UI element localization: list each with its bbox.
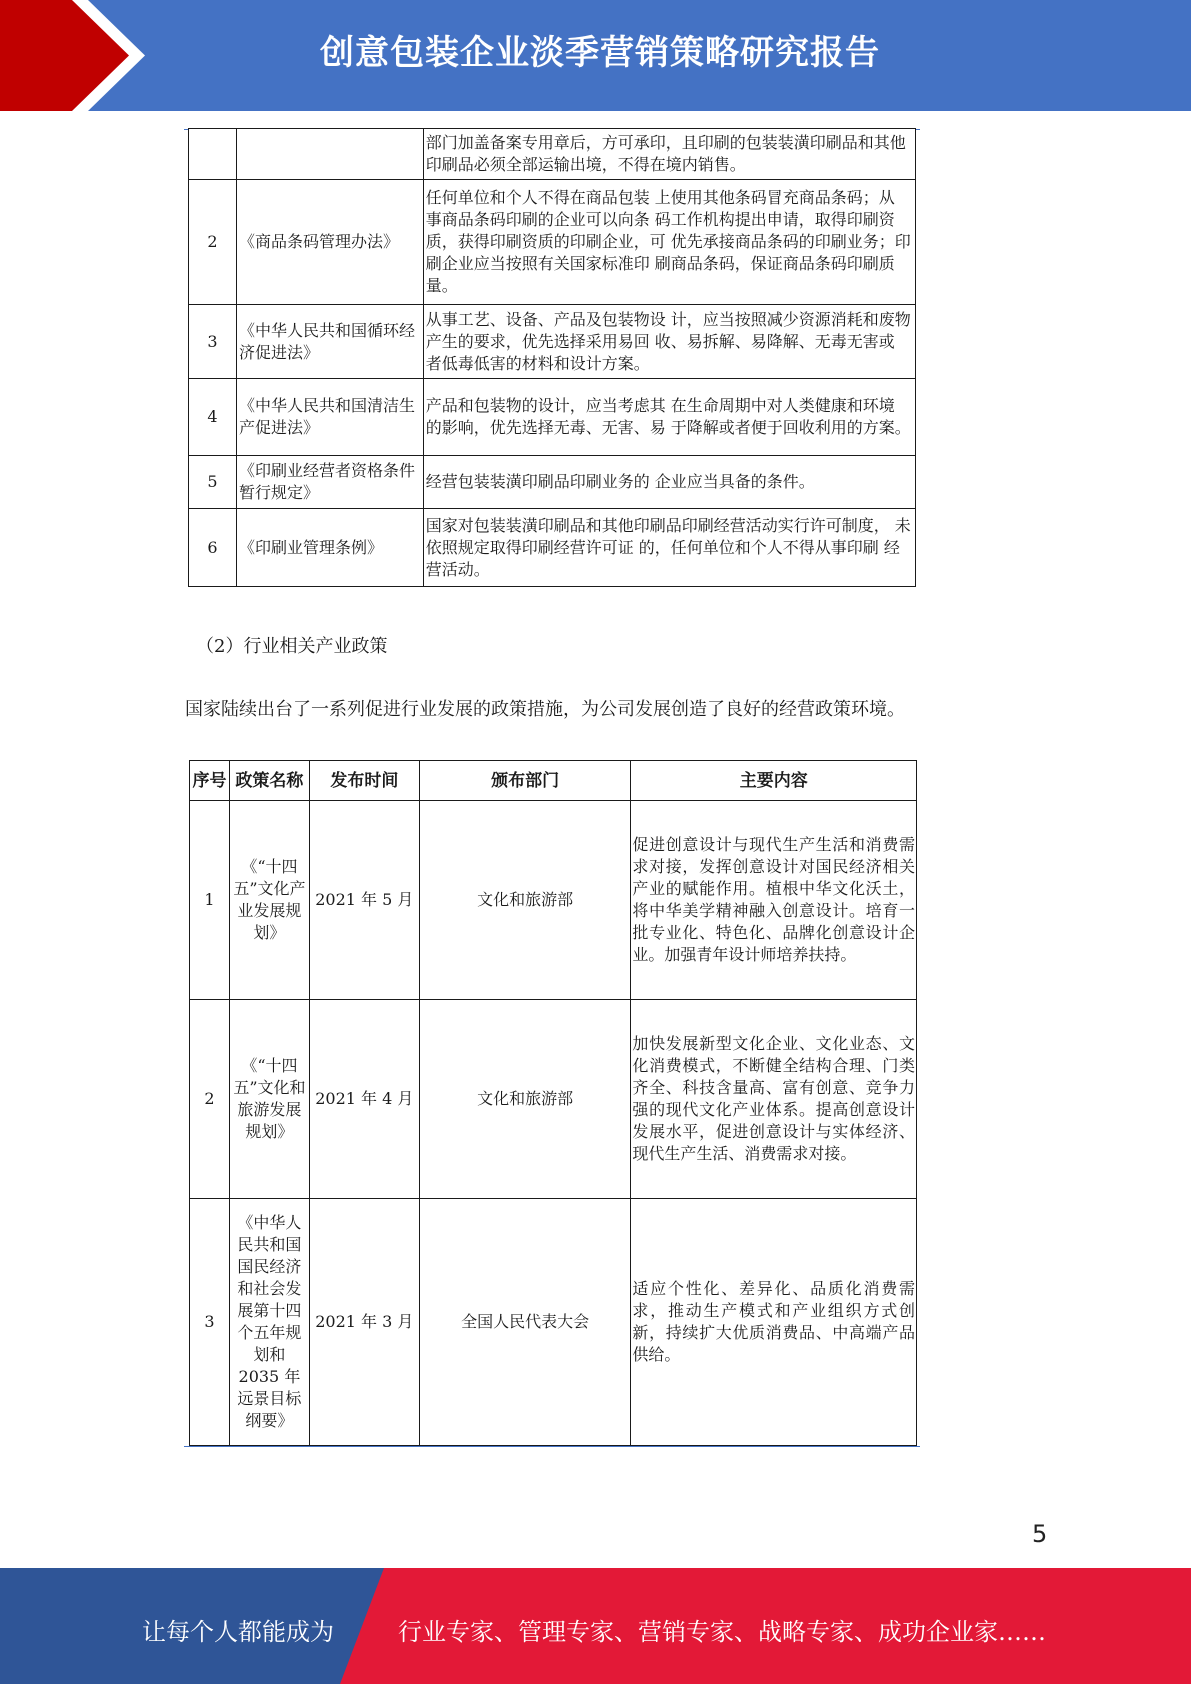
release-date: 2021 年 4 月 xyxy=(309,1000,419,1199)
document-title: 创意包装企业淡季营销策略研究报告 xyxy=(320,33,880,73)
law-content: 任何单位和个人不得在商品包装 上使用其他条码冒充商品条码；从 事商品条码印刷的企业可以向条 码工作机构提出申请，取得印刷资 质，获得印刷资质的印刷企业，可 优先承接商品条码的印刷业务；印 刷企业应当按照有关国家标准印 刷商品条码，保证商品条码印刷质 量。 xyxy=(423,180,915,305)
row-number: 3 xyxy=(190,1199,230,1446)
table-row xyxy=(189,456,916,509)
table-row xyxy=(190,801,917,1000)
row-number: 3 xyxy=(189,305,237,379)
law-name: 《中华人民共和国循环经济促进法》 xyxy=(236,305,423,379)
policy-name: 《“十四五”文化产业发展规划》 xyxy=(229,801,309,1000)
column-header: 主要内容 xyxy=(631,761,917,801)
column-header: 发布时间 xyxy=(309,761,419,801)
law-content: 部门加盖备案专用章后，方可承印，且印刷的包装装潢印刷品和其他印刷品必须全部运输出境，不得在境内销售。 xyxy=(423,129,915,180)
footer-slogan-right: 行业专家、管理专家、营销专家、战略专家、成功企业家…… xyxy=(398,1618,1046,1646)
row-number: 4 xyxy=(189,379,237,456)
row-number: 6 xyxy=(189,509,237,587)
column-header: 序号 xyxy=(190,761,230,801)
table-bottom-rule xyxy=(184,1446,920,1447)
column-header: 颁布部门 xyxy=(419,761,631,801)
regulations-table xyxy=(188,128,916,587)
policy-content: 适应个性化、差异化、品质化消费需求，推动生产模式和产业组织方式创新，持续扩大优质消费品、中高端产品供给。 xyxy=(631,1199,917,1446)
policy-content: 加快发展新型文化企业、文化业态、文化消费模式，不断健全结构合理、门类齐全、科技含量高、富有创意、竞争力强的现代文化产业体系。提高创意设计发展水平，促进创意设计与实体经济、现代生产生活、消费需求对接。 xyxy=(631,1000,917,1199)
release-date: 2021 年 5 月 xyxy=(309,801,419,1000)
policy-table xyxy=(189,760,917,1446)
table-row xyxy=(189,305,916,379)
table-row xyxy=(189,180,916,305)
header-red-chevron xyxy=(0,0,145,111)
column-header: 政策名称 xyxy=(229,761,309,801)
row-number: 5 xyxy=(189,456,237,509)
table-row xyxy=(190,1199,917,1446)
law-name xyxy=(236,129,423,180)
law-name: 《商品条码管理办法》 xyxy=(236,180,423,305)
footer-slogan-left: 让每个人都能成为 xyxy=(142,1618,334,1646)
row-number xyxy=(189,129,237,180)
row-number: 2 xyxy=(189,180,237,305)
table-row xyxy=(189,509,916,587)
law-content: 经营包装装潢印刷品印刷业务的 企业应当具备的条件。 xyxy=(423,456,915,509)
issuing-department: 全国人民代表大会 xyxy=(419,1199,631,1446)
law-content: 国家对包装装潢印刷品和其他印刷品印刷经营活动实行许可制度， 未依照规定取得印刷经营许可证 的，任何单位和个人不得从事印刷 经营活动。 xyxy=(423,509,915,587)
table-row xyxy=(189,379,916,456)
issuing-department: 文化和旅游部 xyxy=(419,1000,631,1199)
release-date: 2021 年 3 月 xyxy=(309,1199,419,1446)
table-header-row xyxy=(190,761,917,801)
policy-content: 促进创意设计与现代生产生活和消费需求对接，发挥创意设计对国民经济相关产业的赋能作用。植根中华文化沃土，将中华美学精神融入创意设计。培育一批专业化、特色化、品牌化创意设计企业。加强青年设计师培养扶持。 xyxy=(631,801,917,1000)
law-name: 《印刷业经营者资格条件暂行规定》 xyxy=(236,456,423,509)
policy-name: 《“十四五”文化和旅游发展规划》 xyxy=(229,1000,309,1199)
law-content: 从事工艺、设备、产品及包装物设 计，应当按照减少资源消耗和废物 产生的要求，优先选择采用易回 收、易拆解、易降解、无毒无害或 者低毒低害的材料和设计方案。 xyxy=(423,305,915,379)
body-paragraph: 国家陆续出台了一系列促进行业发展的政策措施，为公司发展创造了良好的经营政策环境。 xyxy=(185,699,905,720)
law-name: 《中华人民共和国清洁生产促进法》 xyxy=(236,379,423,456)
law-name: 《印刷业管理条例》 xyxy=(236,509,423,587)
policy-name: 《中华人民共和国国民经济和社会发展第十四个五年规划和 2035 年远景目标纲要》 xyxy=(229,1199,309,1446)
law-content: 产品和包装物的设计，应当考虑其 在生命周期中对人类健康和环境 的影响，优先选择无毒、无害、易 于降解或者便于回收利用的方案。 xyxy=(423,379,915,456)
row-number: 2 xyxy=(190,1000,230,1199)
page-number: 5 xyxy=(1032,1520,1048,1548)
table-row xyxy=(190,1000,917,1199)
table-row xyxy=(189,129,916,180)
row-number: 1 xyxy=(190,801,230,1000)
issuing-department: 文化和旅游部 xyxy=(419,801,631,1000)
section-heading: （2）行业相关产业政策 xyxy=(196,636,388,657)
